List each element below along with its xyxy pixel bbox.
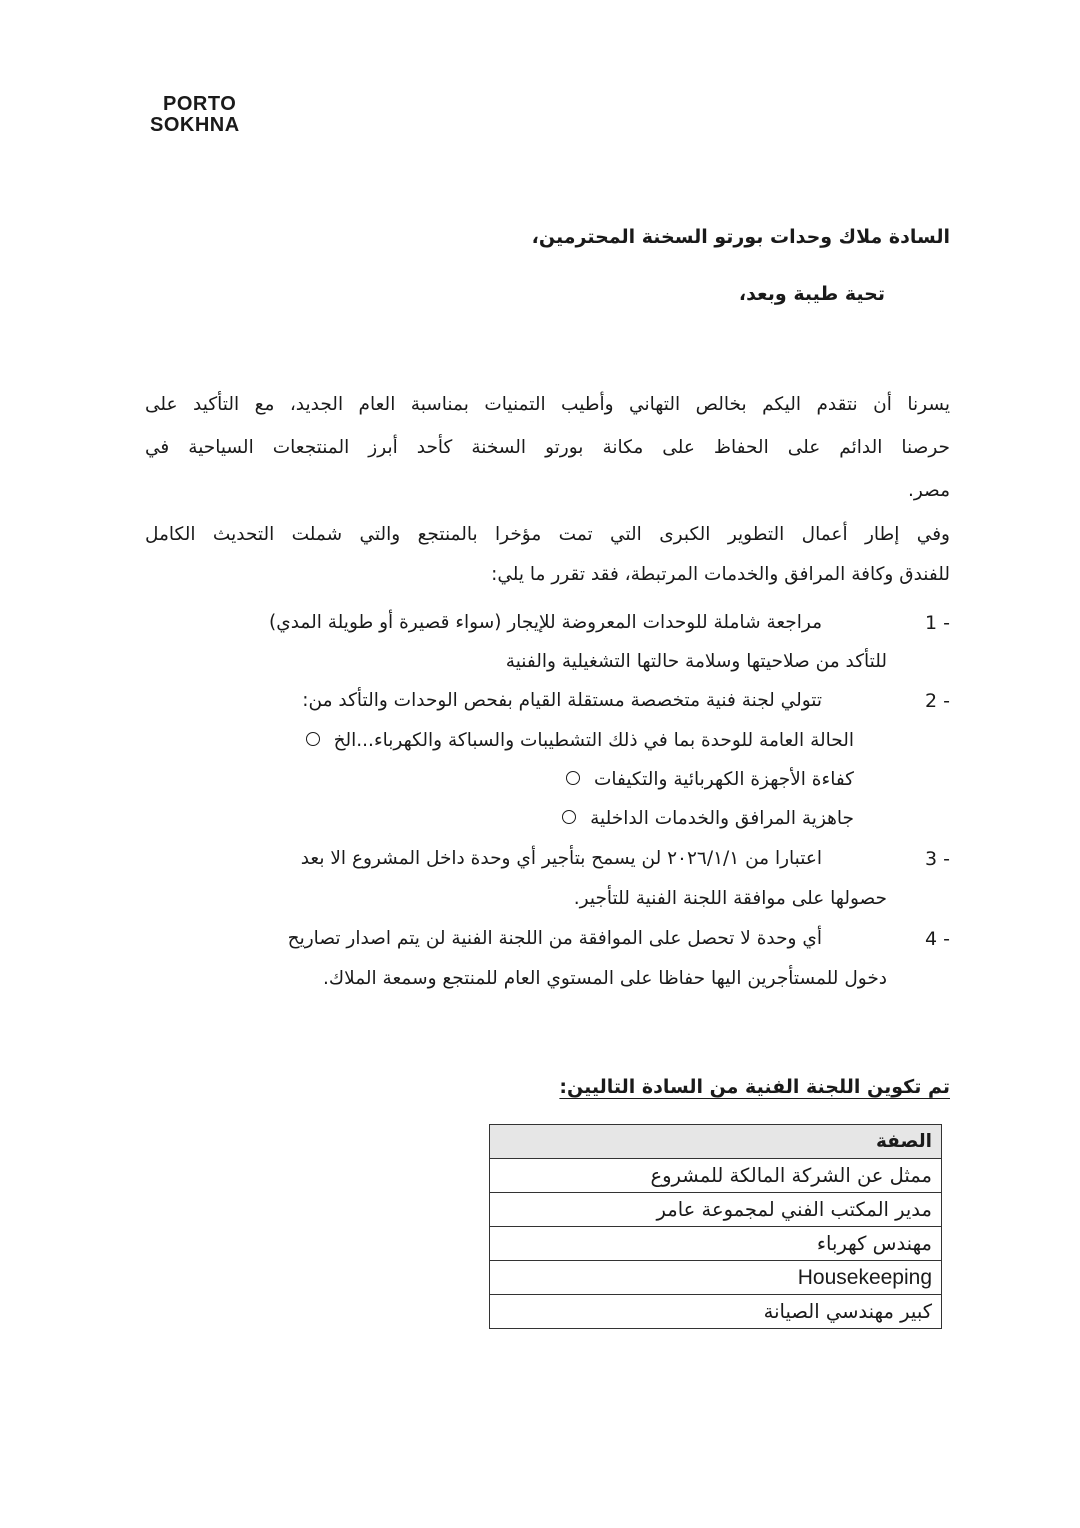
item-number: 3 - (925, 848, 950, 870)
paragraph-line: مصر. (907, 480, 950, 501)
bullet-circle-icon (562, 810, 576, 824)
paragraph-line: حرصنا الدائم على الحفاظ على مكانة بورتو السخنة كأحد أبرز المنتجعات السياحية في (145, 437, 950, 458)
paragraph-line: يسرنا أن نتقدم اليكم بخالص التهاني وأطيب التمنيات بمناسبة العام الجديد، مع التأكيد على (145, 394, 950, 415)
item-2-line-1: تتولي لجنة فنية متخصصة مستقلة القيام بفحص الوحدات والتأكد من: (302, 690, 822, 711)
table-header-row (490, 1125, 942, 1159)
item-number: 1 - (925, 612, 950, 634)
subitem-text: جاهزية المرافق والخدمات الداخلية (590, 808, 854, 829)
paragraph-development (145, 515, 950, 595)
subitem (566, 769, 854, 790)
item-number: 4 - (925, 928, 950, 950)
paragraph-line: للفندق وكافة المرافق والخدمات المرتبطة، فقد تقرر ما يلي: (491, 564, 950, 585)
table-row (490, 1227, 942, 1261)
bullet-circle-icon (306, 732, 320, 746)
committee-roles-table (489, 1124, 942, 1329)
committee-title: تم تكوين اللجنة الفنية من السادة التاليين: (559, 1076, 950, 1098)
table-cell-role: مدير المكتب الفني لمجموعة عامر (490, 1193, 942, 1227)
letter-addressee: السادة ملاك وحدات بورتو السخنة المحترمين، (531, 226, 950, 248)
item-3-line-2: حصولها على موافقة اللجنة الفنية للتأجير. (573, 888, 887, 909)
paragraph-line: وفي إطار أعمال التطوير الكبرى التي تمت مؤخرا بالمنتجع والتي شملت التحديث الكامل (145, 524, 950, 545)
subitem-text: الحالة العامة للوحدة بما في ذلك التشطيبات والسباكة والكهرباء...الخ (333, 730, 854, 751)
subitem (562, 808, 854, 829)
table-row (490, 1193, 942, 1227)
logo-line-1: PORTO (163, 93, 237, 115)
table-cell-role: Housekeeping (490, 1261, 942, 1295)
item-number: 2 - (925, 690, 950, 712)
table-row (490, 1261, 942, 1295)
item-1-line-2: للتأكد من صلاحيتها وسلامة حالتها التشغيلية والفنية (505, 651, 887, 672)
table-cell-role: ممثل عن الشركة المالكة للمشروع (490, 1159, 942, 1193)
table-row (490, 1295, 942, 1329)
subitem (306, 730, 854, 751)
item-3-line-1: اعتبارا من ٢٠٢٦/١/١ لن يسمح بتأجير أي وحدة داخل المشروع الا بعد (300, 848, 822, 869)
letter-greeting: تحية طيبة وبعد، (738, 283, 885, 305)
porto-sokhna-logo (150, 94, 240, 136)
logo-line-2: SOKHNA (150, 114, 240, 136)
subitem-text: كفاءة الأجهزة الكهربائية والتكيفات (593, 769, 854, 790)
table-row (490, 1159, 942, 1193)
table-header-role: الصفة (490, 1125, 942, 1159)
item-1-line-1: مراجعة شاملة للوحدات المعروضة للإيجار (سواء قصيرة أو طويلة المدي) (269, 612, 822, 633)
table-cell-role: كبير مهندسي الصيانة (490, 1295, 942, 1329)
paragraph-new-year (145, 383, 950, 512)
table-cell-role: مهندس كهرباء (490, 1227, 942, 1261)
item-4-line-1: أي وحدة لا تحصل على الموافقة من اللجنة الفنية لن يتم اصدار تصاريح (287, 928, 822, 949)
item-4-line-2: دخول للمستأجرين اليها حفاظا على المستوي العام للمنتجع وسمعة الملاك. (323, 968, 887, 989)
bullet-circle-icon (566, 771, 580, 785)
